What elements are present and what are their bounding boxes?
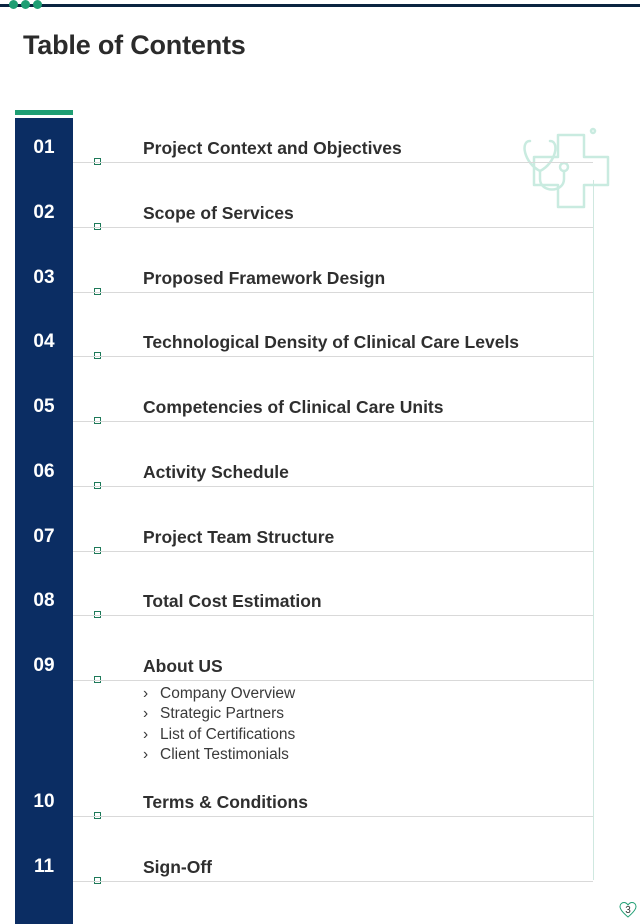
subitem[interactable] bbox=[143, 745, 295, 765]
subitem-label: Client Testimonials bbox=[160, 745, 289, 763]
toc-entry-label[interactable]: About US bbox=[143, 656, 223, 676]
toc-entry-label[interactable]: Technological Density of Clinical Care Levels bbox=[143, 332, 520, 352]
toc-entry-number: 10 bbox=[33, 791, 55, 812]
toc-entry[interactable] bbox=[0, 392, 640, 432]
toc-entry[interactable] bbox=[0, 133, 640, 173]
subitem[interactable] bbox=[143, 704, 295, 724]
entry-divider bbox=[73, 292, 593, 293]
toc-entry-number: 11 bbox=[33, 856, 55, 877]
toc-entry[interactable] bbox=[0, 263, 640, 303]
toc-entry-number: 01 bbox=[33, 137, 55, 158]
dot bbox=[21, 0, 30, 9]
toc-entry[interactable] bbox=[0, 522, 640, 562]
toc-entry-label[interactable]: Project Team Structure bbox=[143, 527, 335, 547]
entry-divider bbox=[73, 421, 593, 422]
toc-entry-label[interactable]: Total Cost Estimation bbox=[143, 591, 322, 611]
subitem-label: Company Overview bbox=[160, 685, 296, 702]
toc-entry-label[interactable]: Sign-Off bbox=[143, 857, 213, 877]
chevron-right-icon: › bbox=[143, 725, 149, 743]
toc-entry[interactable] bbox=[0, 327, 640, 367]
toc-entry-number: 04 bbox=[33, 331, 55, 352]
toc-entry-label[interactable]: Activity Schedule bbox=[143, 462, 289, 482]
entry-divider bbox=[73, 162, 593, 163]
entry-divider bbox=[73, 680, 593, 681]
chevron-right-icon: › bbox=[143, 685, 149, 702]
toc-entry-label[interactable]: Project Context and Objectives bbox=[143, 138, 402, 158]
toc-entry-number: 07 bbox=[33, 526, 55, 547]
chevron-right-icon: › bbox=[143, 705, 149, 723]
toc-entry-label[interactable]: Proposed Framework Design bbox=[143, 268, 386, 288]
page-title: Table of Contents bbox=[23, 30, 246, 60]
sidebar-accent bbox=[15, 110, 73, 115]
header-bar bbox=[0, 4, 640, 7]
subitem-label: Strategic Partners bbox=[160, 705, 285, 723]
entry-divider bbox=[73, 816, 593, 817]
three-dots-icon bbox=[9, 0, 42, 10]
subitem-list bbox=[143, 684, 295, 765]
subitem-label: List of Certifications bbox=[160, 725, 296, 743]
entry-divider bbox=[73, 356, 593, 357]
toc-entry-number: 09 bbox=[33, 655, 55, 676]
subitem[interactable] bbox=[143, 725, 295, 745]
subitem[interactable] bbox=[143, 684, 295, 704]
toc-entry-number: 02 bbox=[33, 202, 55, 223]
toc-entry[interactable] bbox=[0, 651, 640, 763]
toc-entry-label[interactable]: Terms & Conditions bbox=[143, 792, 308, 812]
toc-entry-label[interactable]: Scope of Services bbox=[143, 203, 294, 223]
chevron-right-icon: › bbox=[143, 745, 149, 763]
entry-divider bbox=[73, 881, 593, 882]
entry-divider bbox=[73, 227, 593, 228]
toc-entry[interactable] bbox=[0, 852, 640, 892]
page-number: 3 bbox=[625, 905, 631, 916]
toc-entry[interactable] bbox=[0, 586, 640, 626]
toc-entry-label[interactable]: Competencies of Clinical Care Units bbox=[143, 397, 444, 417]
toc-entry-number: 06 bbox=[33, 461, 55, 482]
entry-divider bbox=[73, 551, 593, 552]
toc-entry-number: 05 bbox=[33, 396, 55, 417]
toc-entry-number: 08 bbox=[33, 590, 55, 611]
toc-entry-number: 03 bbox=[33, 267, 55, 288]
toc-entry[interactable] bbox=[0, 198, 640, 238]
dot bbox=[33, 0, 42, 9]
entry-divider bbox=[73, 615, 593, 616]
dot bbox=[9, 0, 18, 9]
toc-entry[interactable] bbox=[0, 457, 640, 497]
toc-entry[interactable] bbox=[0, 787, 640, 827]
entry-divider bbox=[73, 486, 593, 487]
